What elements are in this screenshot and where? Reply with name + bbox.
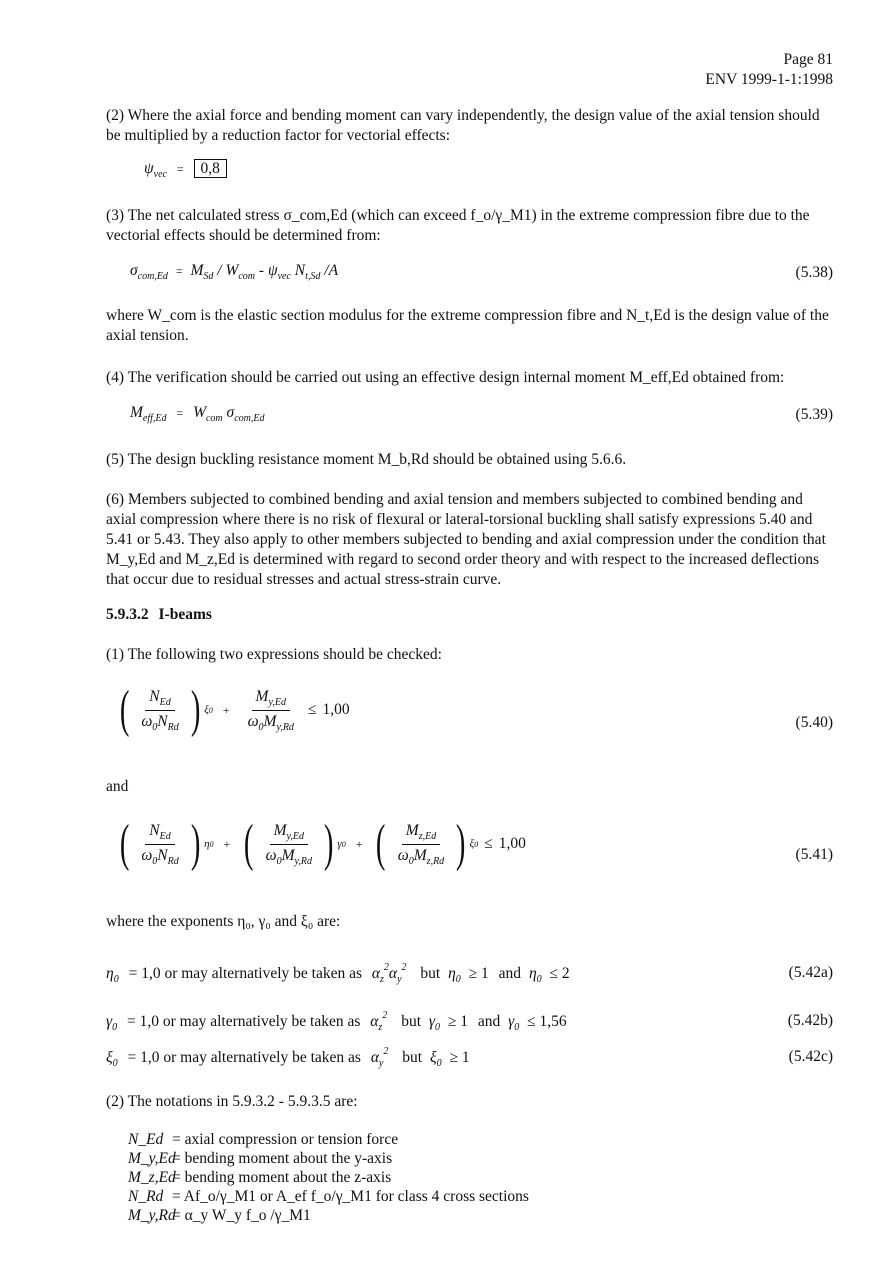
notation-item: M_z,Ed= bending moment about the z-axis — [128, 1169, 392, 1186]
paragraph-2: (2) Where the axial force and bending moment can vary independently, the design value of the axial tension should be multiplied by a reduction factor for vectorial effects: — [106, 107, 820, 144]
notation-list — [128, 1130, 529, 1225]
equation-number-5-40: (5.40) — [795, 714, 833, 731]
paragraph-4: (4) The verification should be carried out using an effective design internal moment M_eff,Ed obtained from: — [106, 369, 785, 386]
page-number: Page 81 — [783, 51, 833, 68]
equation-number-5-42a: (5.42a) — [788, 964, 833, 981]
psi-value-box: 0,8 — [194, 159, 227, 178]
section-paragraph-2: (2) The notations in 5.9.3.2 - 5.9.3.5 are: — [106, 1093, 358, 1110]
equation-5-42a: $\eta_0 = 1,0$ or may alternatively be taken as $\alpha_z^2\alpha_y^2$ but $\eta_0 \ge 1$ and $\eta_0 \le 2$ — [106, 962, 570, 985]
equation-5-39: $M_{eff,Ed} = W_{com}$ $\sigma_{com,Ed}$ — [130, 404, 265, 424]
paragraph-3b: where W_com is the elastic section modulus for the extreme compression fibre and N_t,Ed is the design value of the axial tension. — [106, 307, 829, 344]
equation-number-5-41: (5.41) — [795, 846, 833, 863]
section-number: 5.9.3.2 — [106, 606, 149, 623]
notation-item: N_Ed = axial compression or tension force — [128, 1131, 399, 1148]
equation-number-5-39: (5.39) — [795, 406, 833, 423]
equation-number-5-42c: (5.42c) — [788, 1048, 833, 1065]
equation-5-42b: $\gamma_0 = 1,0$ or may alternatively be taken as $\alpha_z^2$ but $\gamma_0 \ge 1$ and $\gamma_0 \le 1,56$ — [106, 1010, 567, 1033]
paragraph-5: (5) The design buckling resistance moment M_b,Rd should be obtained using 5.6.6. — [106, 451, 627, 468]
notation-item: M_y,Ed= bending moment about the y-axis — [128, 1150, 393, 1167]
exponents-intro: where the exponents η₀, γ₀ and ξ₀ are: — [106, 913, 341, 930]
notation-item: M_y,Rd= α_y W_y f_o /γ_M1 — [128, 1207, 311, 1224]
equation-5-40: ( $\frac{N_{Ed}}{\omega_0N_{Rd}}$ ) ξ0 + $\frac{M_{y,Ed}}{\omega_0M_{y,Rd}}$ ≤ 1,00 — [119, 681, 350, 738]
section-title: I-beams — [158, 606, 212, 623]
equation-number-5-42b: (5.42b) — [787, 1012, 833, 1029]
psi-vec-equation: $\psi_{vec} = 0,8$ — [144, 160, 227, 180]
section-paragraph-1: (1) The following two expressions should be checked: — [106, 646, 442, 663]
equation-5-38: $\sigma_{com,Ed} = M_{Sd} / W_{com} - \psi_{vec}$ $N_{t,Sd}$ /A — [130, 262, 339, 282]
document-id: ENV 1999-1-1:1998 — [705, 71, 833, 88]
equation-number-5-38: (5.38) — [795, 264, 833, 281]
paragraph-6: (6) Members subjected to combined bending and axial tension and members subjected to combined bending and axial compression where there is no risk of flexural or lateral-torsional buckling shall satisfy expressions 5.40 and 5.41 or 5.43. They also apply to other members subjected to bending and axial compression under the condition that M_y,Ed and M_z,Ed is determined with regard to second order theory and with respect to the increased deflections that occur due to residual stresses and actual stress-strain curve. — [106, 491, 826, 588]
and-word: and — [106, 778, 129, 795]
section-heading — [106, 606, 212, 624]
paragraph-3: (3) The net calculated stress σ_com,Ed (which can exceed f_o/γ_M1) in the extreme compression fibre due to the vectorial effects should be determined from: — [106, 207, 810, 244]
equation-5-42c: $\xi_0 = 1,0$ or may alternatively be taken as $\alpha_y^2$ but $\xi_0 \ge 1$ — [106, 1046, 470, 1069]
notation-item: N_Rd = Af_o/γ_M1 or A_ef f_o/γ_M1 for class 4 cross sections — [128, 1188, 529, 1205]
equation-5-41: ( $\frac{N_{Ed}}{\omega_0N_{Rd}}$ ) η0 + ( $\frac{M_{y,Ed}}{\omega_0M_{y,Rd}}$ ) γ0 + ( $\frac{M_{z,Ed}}{\omega_0M_{z,Rd}}$ ) ξ0 ≤ 1,00 — [119, 815, 526, 872]
